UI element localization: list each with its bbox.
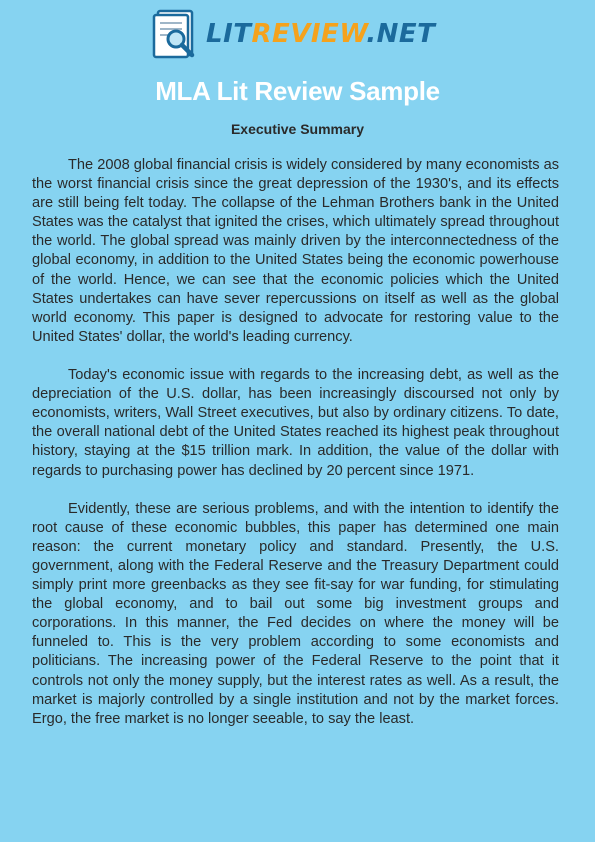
paragraph-1: The 2008 global financial crisis is widely considered by many economists as the worst financial crisis since the great depression of the 1930's, and its effects are still being felt today. The collapse of the Lehman Brothers bank in the United States was the catalyst that ignited the crises, which ultimately spread throughout the world. The global spread was mainly driven by the interconnectedness of the global economy, in addition to the United States being the economic powerhouse of the world. Hence, we can see that the economic policies which the United States undertakes can have sever repercussions on itself as well as the global world economy. This paper is designed to advocate for restoring value to the United States' dollar, the world's leading currency. — [32, 157, 559, 345]
document-body — [32, 156, 559, 748]
logo-text-net: NET — [376, 19, 436, 49]
section-heading: Executive Summary — [230, 121, 365, 137]
logo-text-lit: LIT — [206, 19, 252, 49]
page-title: MLA Lit Review Sample — [155, 76, 440, 106]
logo-text-review: REVIEW — [251, 19, 367, 49]
logo-wordmark — [206, 21, 435, 47]
paragraph-2: Today's economic issue with regards to the increasing debt, as well as the depreciation of the U.S. dollar, has been increasingly discoursed not only by economists, writers, Wall Street executives, but also by ordinary citizens. To date, the overall national debt of the United States reached its highest peak throughout history, staying at the $15 trillion mark. In addition, the value of the dollar with regards to purchasing power has declined by 20 percent since 1971. — [32, 367, 559, 479]
logo-text-dot: . — [366, 19, 377, 49]
site-logo[interactable] — [152, 9, 435, 59]
paragraph-3: Evidently, these are serious problems, and with the intention to identify the root cause of these economic bubbles, this paper has determined one main reason: the current monetary policy and standard. Presently, the U.S. government, along with the Federal Reserve and the Treasury Department could simply print more greenbacks as they see fit-say for war funding, for stimulating the global economy, and to bail out some big investment groups and corporations. In this manner, the Fed decides on where the money will be funneled to. This is the very problem according to some economists and politicians. The increasing power of the Federal Reserve to the point that it controls not only the money supply, but the interest rates as well. As a result, the market is majorly controlled by a single institution and not by the market forces. Ergo, the free market is no longer seeable, to say the least. — [32, 500, 559, 727]
document-magnifier-icon — [152, 9, 198, 59]
